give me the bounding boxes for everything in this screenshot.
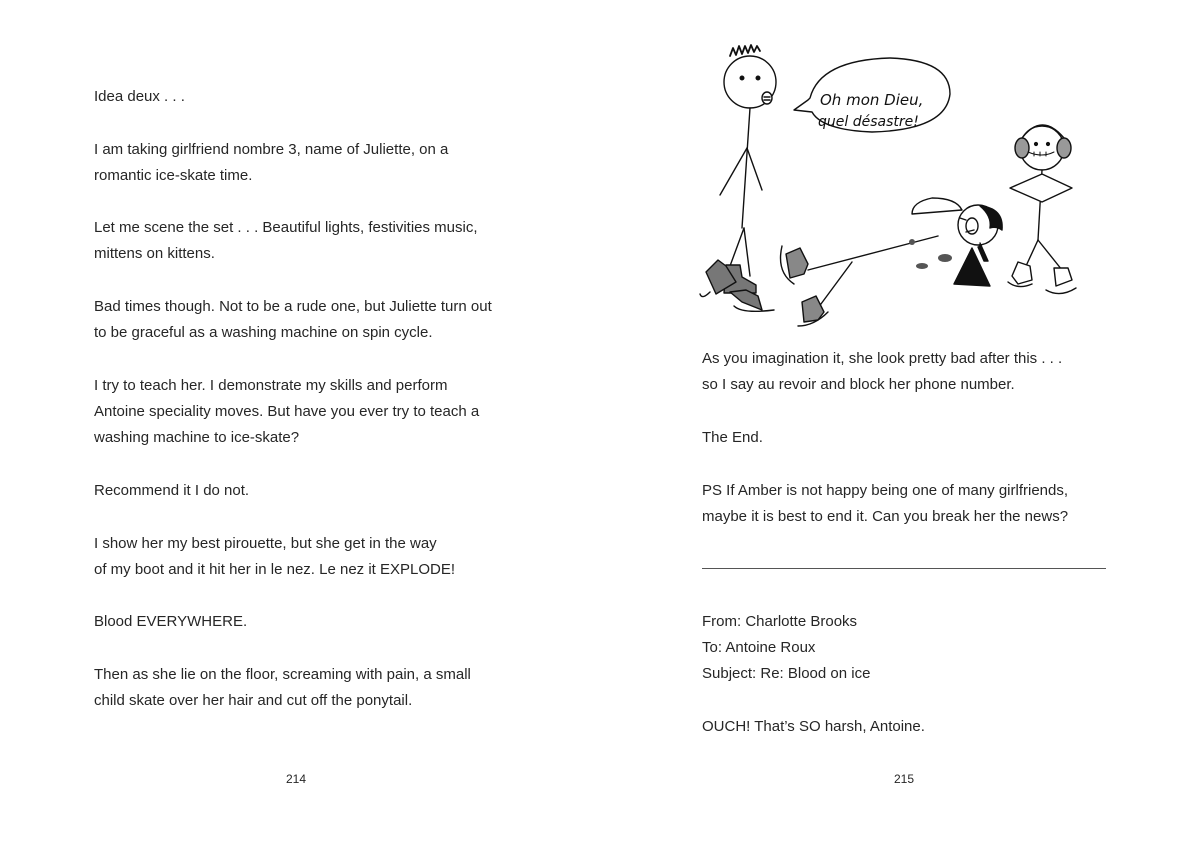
paragraph: Let me scene the set . . . Beautiful lights, festivities music, mittens on kittens. <box>94 219 478 262</box>
paragraph: I try to teach her. I demonstrate my skills and perform Antoine speciality moves. But have you ever try to teach a washing machine to ice-skate? <box>94 377 480 446</box>
earmuff-figure <box>1008 125 1076 294</box>
paragraph: Recommend it I do not. <box>94 482 250 499</box>
ice-skating-illustration <box>690 40 1110 330</box>
paragraph: Then as she lie on the floor, screaming with pain, a small child skate over her hair and cut off the ponytail. <box>94 666 471 709</box>
paragraph: Blood EVERYWHERE. <box>94 613 248 630</box>
fallen-figure <box>781 198 1003 326</box>
paragraph: I show her my best pirouette, but she get in the way of my boot and it hit her in le nez. Le nez it EXPLODE! <box>94 535 456 578</box>
email-to: To: Antoine Roux <box>702 639 816 656</box>
speech-line: quel désastre! <box>818 114 919 130</box>
right-page <box>600 0 1200 847</box>
email-subject: Subject: Re: Blood on ice <box>702 665 871 682</box>
divider <box>702 568 1106 569</box>
page-number: 215 <box>893 772 915 786</box>
paragraph: Bad times though. Not to be a rude one, but Juliette turn out to be graceful as a washing machine on spin cycle. <box>94 298 492 341</box>
speech-bubble <box>794 58 950 132</box>
paragraph: I am taking girlfriend nombre 3, name of Juliette, on a romantic ice-skate time. <box>94 141 449 184</box>
paragraph: The End. <box>702 429 763 446</box>
paragraph: PS If Amber is not happy being one of many girlfriends, maybe it is best to end it. Can you break her the news? <box>702 482 1069 525</box>
page-number: 214 <box>285 772 307 786</box>
paragraph: Idea deux . . . <box>94 88 185 105</box>
email-body: OUCH! That’s SO harsh, Antoine. <box>702 718 925 735</box>
standing-figure <box>700 45 776 311</box>
paragraph: As you imagination it, she look pretty bad after this . . . so I say au revoir and block her phone number. <box>702 350 1063 393</box>
email-from: From: Charlotte Brooks <box>702 613 858 630</box>
speech-line: Oh mon Dieu, <box>820 91 924 109</box>
